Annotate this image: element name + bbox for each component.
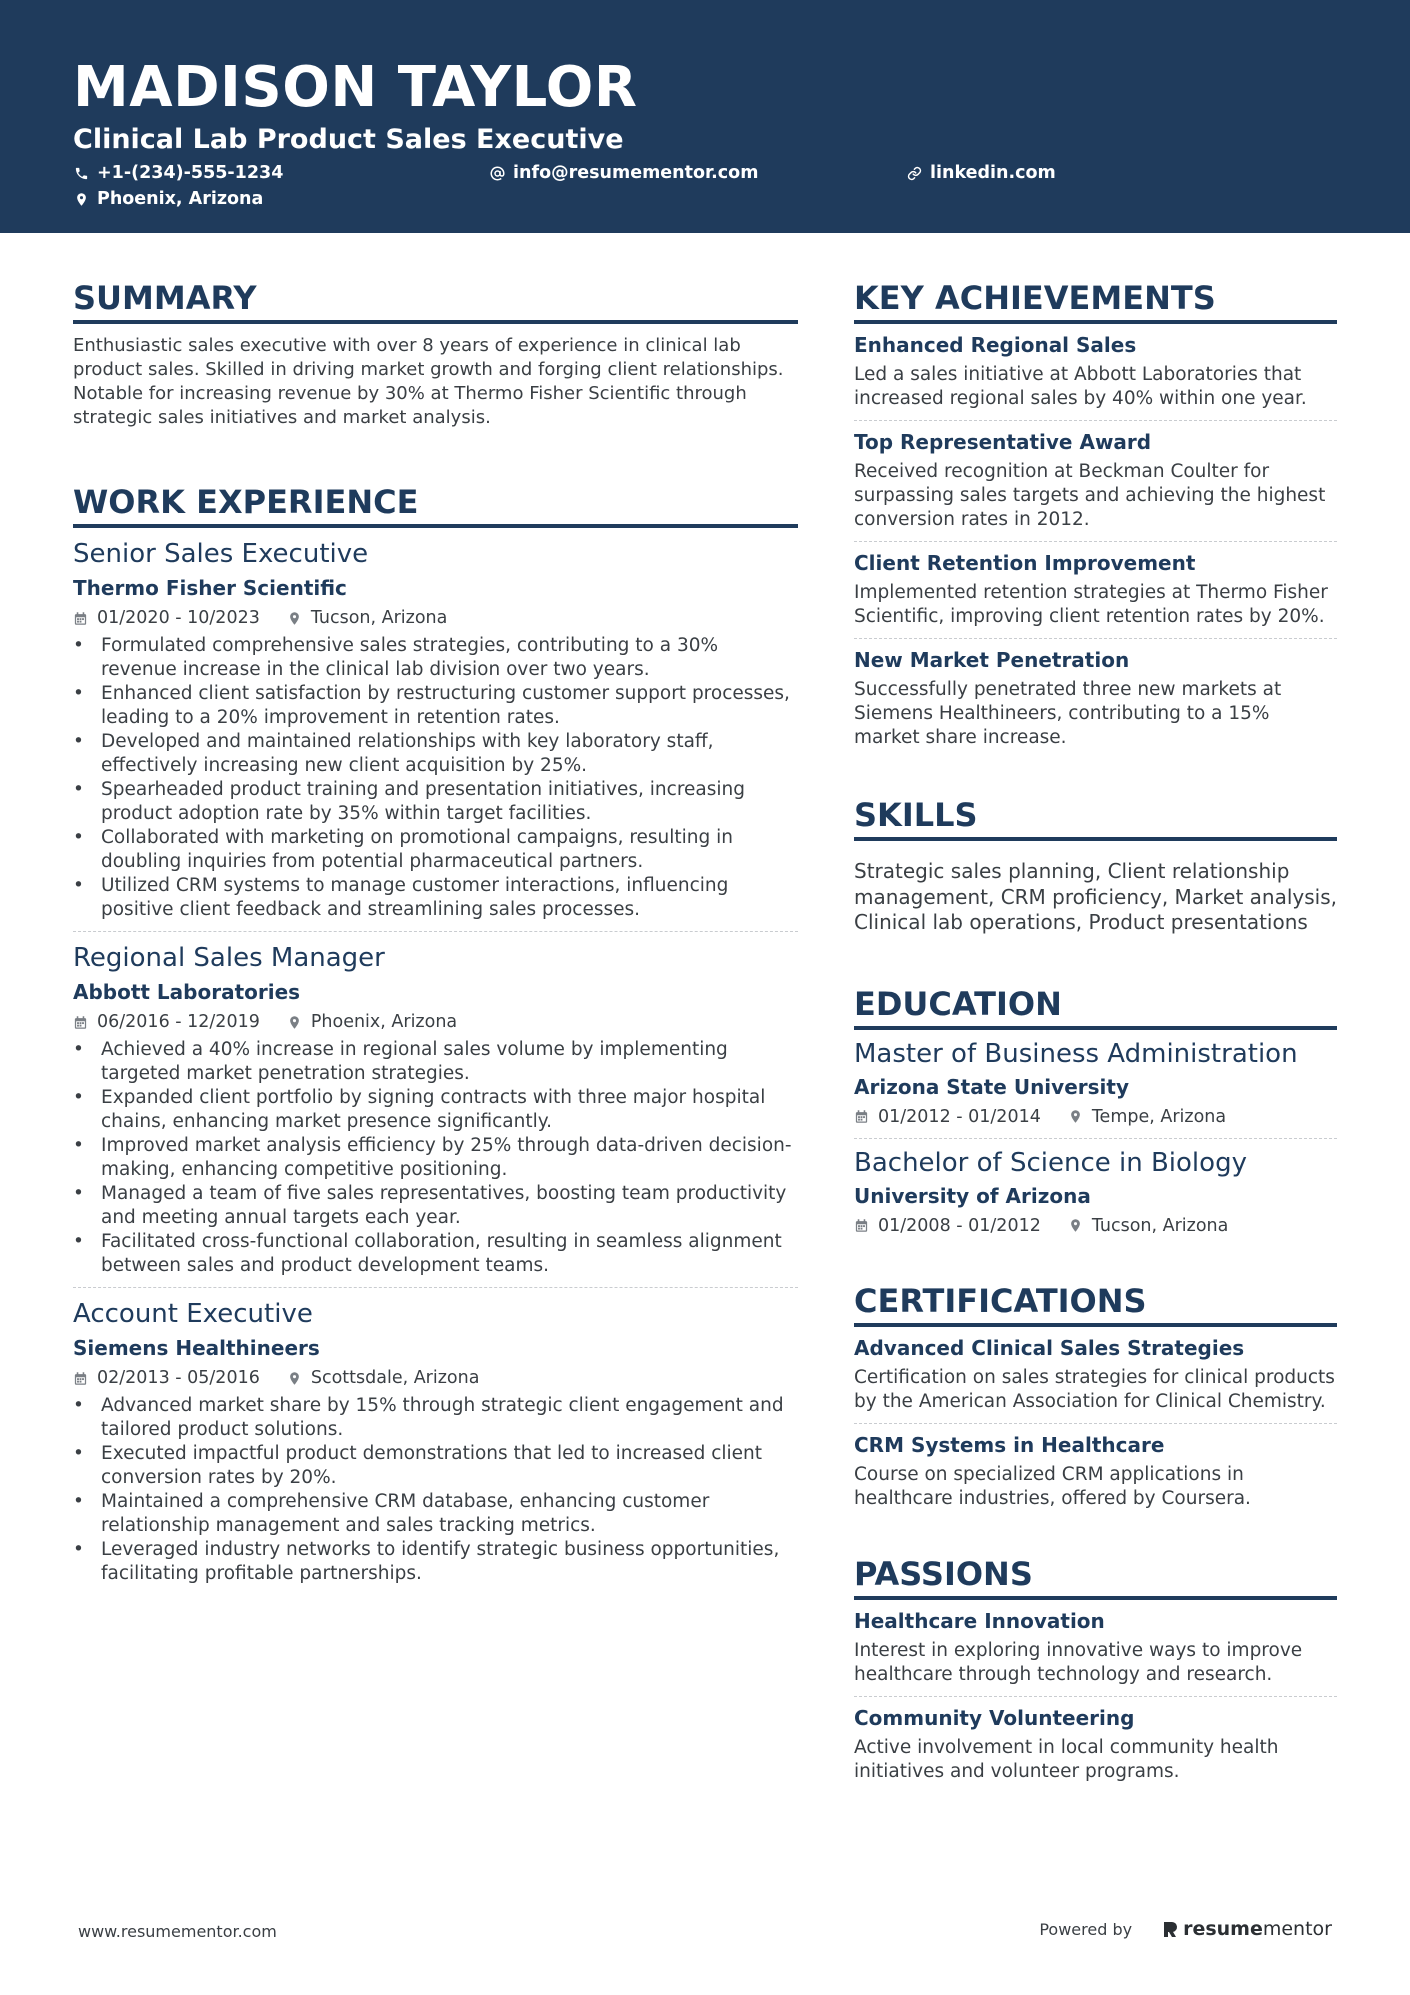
job-bullet: • Managed a team of five sales representatives, boosting team productivity and meeting annual targets each year. — [73, 1182, 798, 1230]
achievements-heading: KEY ACHIEVEMENTS — [854, 278, 1337, 324]
achievement-title: Enhanced Regional Sales — [854, 333, 1137, 357]
link-icon — [907, 166, 922, 181]
summary-heading: SUMMARY — [73, 278, 798, 324]
job-title: Senior Sales Executive — [73, 539, 369, 569]
achievement-item — [854, 421, 1337, 542]
passion-item — [854, 1600, 1337, 1697]
job-title: Account Executive — [73, 1299, 313, 1329]
brand-part1: resume — [1183, 1918, 1263, 1940]
achievement-item — [854, 324, 1337, 421]
education-meta — [854, 1106, 1337, 1128]
job-bullets — [73, 1038, 798, 1278]
footer-branding — [1039, 1918, 1332, 1940]
job-bullet: • Executed impactful product demonstrations that led to increased client conversion rates by 20%. — [73, 1442, 798, 1490]
achievement-item — [854, 639, 1337, 759]
job-bullet: • Developed and maintained relationships with key laboratory staff, effectively increasing new client acquisition by 25%. — [73, 730, 798, 778]
certifications-heading: CERTIFICATIONS — [854, 1281, 1337, 1327]
job-bullet: • Achieved a 40% increase in regional sales volume by implementing targeted market penetration strategies. — [73, 1038, 798, 1086]
calendar-icon — [73, 611, 88, 626]
education-section — [854, 984, 1337, 1247]
calendar-icon — [73, 1371, 88, 1386]
achievements-section — [854, 278, 1337, 759]
job-company: Abbott Laboratories — [73, 980, 301, 1004]
left-column — [73, 278, 798, 1629]
certification-title: Advanced Clinical Sales Strategies — [854, 1335, 1245, 1360]
job-dates-text: 01/2020 - 10/2023 — [97, 608, 260, 628]
job-bullet: • Advanced market share by 15% through strategic client engagement and tailored product solutions. — [73, 1394, 798, 1442]
achievement-desc: Received recognition at Beckman Coulter for surpassing sales targets and achieving the highest conversion rates in 2012. — [854, 461, 1326, 530]
job-entry — [73, 942, 798, 1288]
skills-heading: SKILLS — [854, 795, 1337, 841]
education-location — [1068, 1106, 1226, 1128]
education-dates — [854, 1215, 1041, 1237]
certifications-section — [854, 1281, 1337, 1520]
contact-location — [74, 191, 263, 209]
achievement-title: Client Retention Improvement — [854, 551, 1196, 575]
location-pin-icon — [287, 1015, 302, 1030]
achievement-desc: Implemented retention strategies at Thermo Fisher Scientific, improving client retention rates by 20%. — [854, 582, 1328, 627]
phone-icon — [74, 166, 89, 181]
location-text: Phoenix, Arizona — [97, 189, 264, 209]
achievement-desc: Successfully penetrated three new markets at Siemens Healthineers, contributing to a 15% market share increase. — [854, 679, 1282, 748]
passions-heading: PASSIONS — [854, 1554, 1337, 1600]
passion-desc: Interest in exploring innovative ways to improve healthcare through technology and research. — [854, 1639, 1303, 1685]
calendar-icon — [854, 1218, 869, 1233]
location-pin-icon — [1068, 1109, 1083, 1124]
achievement-item — [854, 542, 1337, 639]
at-sign-icon — [490, 166, 505, 181]
certification-item — [854, 1327, 1337, 1424]
job-entry — [73, 1298, 798, 1595]
education-school: Arizona State University — [854, 1074, 1129, 1099]
calendar-icon — [73, 1015, 88, 1030]
location-pin-icon — [74, 192, 89, 207]
job-meta — [73, 1367, 798, 1389]
footer-website[interactable]: www.resumementor.com — [78, 1922, 277, 1941]
job-dates — [73, 607, 260, 629]
job-company: Thermo Fisher Scientific — [73, 576, 347, 600]
summary-text: Enthusiastic sales executive with over 8 years of experience in clinical lab product sales. Skilled in driving market growth and forging client relationships. Notable for increasing revenue by 30% at Thermo Fisher Scientific through strategic sales initiatives and market analysis. — [73, 335, 784, 428]
job-bullet: • Collaborated with marketing on promotional campaigns, resulting in doubling inquiries from potential pharmaceutical partners. — [73, 826, 798, 874]
certification-desc: Course on specialized CRM applications in healthcare industries, offered by Coursera. — [854, 1463, 1251, 1509]
job-bullet: • Spearheaded product training and presentation initiatives, increasing product adoption rate by 35% within target facilities. — [73, 778, 798, 826]
passion-title: Healthcare Innovation — [854, 1608, 1105, 1633]
job-bullet: • Utilized CRM systems to manage customer interactions, influencing positive client feedback and streamlining sales processes. — [73, 874, 798, 922]
powered-by-label: Powered by — [1039, 1919, 1133, 1939]
passion-desc: Active involvement in local community health initiatives and volunteer programs. — [854, 1736, 1279, 1782]
brand-logo[interactable] — [1162, 1918, 1332, 1940]
job-location-text: Scottsdale, Arizona — [310, 1368, 480, 1388]
certification-title: CRM Systems in Healthcare — [854, 1432, 1165, 1457]
education-dates-text: 01/2008 - 01/2012 — [878, 1215, 1041, 1236]
job-bullets — [73, 634, 798, 922]
experience-heading: WORK EXPERIENCE — [73, 482, 798, 528]
contact-linkedin[interactable] — [907, 165, 1056, 183]
job-bullet: • Leveraged industry networks to identify strategic business opportunities, facilitating profitable partnerships. — [73, 1538, 798, 1586]
job-bullet: • Expanded client portfolio by signing contracts with three major hospital chains, enhancing market presence significantly. — [73, 1086, 798, 1134]
job-location — [287, 607, 448, 629]
contact-email[interactable] — [490, 165, 758, 183]
right-column — [854, 278, 1337, 1827]
skills-text: Strategic sales planning, Client relationship management, CRM proficiency, Market analysis, Clinical lab operations, Product presentations — [854, 859, 1337, 934]
education-heading: EDUCATION — [854, 984, 1337, 1030]
phone-text: +1-(234)-555-1234 — [97, 163, 284, 183]
calendar-icon — [854, 1109, 869, 1124]
passion-title: Community Volunteering — [854, 1705, 1135, 1730]
job-bullet: • Improved market analysis efficiency by 25% through data-driven decision-making, enhancing competitive positioning. — [73, 1134, 798, 1182]
linkedin-text[interactable]: linkedin.com — [930, 163, 1056, 183]
job-dates — [73, 1367, 260, 1389]
education-item — [854, 1139, 1337, 1247]
job-location — [287, 1011, 457, 1033]
education-location-text: Tempe, Arizona — [1091, 1106, 1227, 1127]
job-bullet: • Formulated comprehensive sales strategies, contributing to a 30% revenue increase in the clinical lab division over two years. — [73, 634, 798, 682]
education-item — [854, 1030, 1337, 1139]
education-degree: Master of Business Administration — [854, 1038, 1298, 1069]
job-title: Regional Sales Manager — [73, 943, 385, 973]
education-dates — [854, 1106, 1041, 1128]
job-company: Siemens Healthineers — [73, 1336, 320, 1360]
achievement-title: New Market Penetration — [854, 648, 1130, 672]
job-meta — [73, 607, 798, 629]
email-text[interactable]: info@resumementor.com — [513, 163, 759, 183]
resumementor-logo-icon — [1162, 1920, 1178, 1938]
candidate-name: MADISON TAYLOR — [73, 55, 638, 120]
job-bullets — [73, 1394, 798, 1586]
job-dates-text: 02/2013 - 05/2016 — [97, 1368, 260, 1388]
passion-item — [854, 1697, 1337, 1793]
education-location-text: Tucson, Arizona — [1091, 1215, 1229, 1236]
job-bullet: • Facilitated cross-functional collaboration, resulting in seamless alignment between sales and product development teams. — [73, 1230, 798, 1278]
skills-section — [854, 795, 1337, 936]
resume-header — [0, 0, 1410, 233]
job-bullet: • Enhanced client satisfaction by restructuring customer support processes, leading to a 20% improvement in retention rates. — [73, 682, 798, 730]
education-degree: Bachelor of Science in Biology — [854, 1147, 1247, 1178]
certification-item — [854, 1424, 1337, 1520]
education-school: University of Arizona — [854, 1183, 1091, 1208]
job-location — [287, 1367, 480, 1389]
job-location-text: Tucson, Arizona — [310, 608, 448, 628]
candidate-title: Clinical Lab Product Sales Executive — [73, 124, 624, 155]
education-dates-text: 01/2012 - 01/2014 — [878, 1106, 1041, 1127]
certification-desc: Certification on sales strategies for clinical products by the American Association for Clinical Chemistry. — [854, 1366, 1335, 1412]
job-dates-text: 06/2016 - 12/2019 — [97, 1012, 260, 1032]
job-entry — [73, 538, 798, 932]
achievement-title: Top Representative Award — [854, 430, 1152, 454]
contact-phone — [74, 165, 283, 183]
achievement-desc: Led a sales initiative at Abbott Laboratories that increased regional sales by 40% within one year. — [854, 364, 1307, 409]
education-meta — [854, 1215, 1337, 1237]
brand-part2: mentor — [1262, 1918, 1332, 1940]
location-pin-icon — [1068, 1218, 1083, 1233]
location-pin-icon — [287, 1371, 302, 1386]
experience-section — [73, 482, 798, 1595]
job-bullet: • Maintained a comprehensive CRM database, enhancing customer relationship management and sales tracking metrics. — [73, 1490, 798, 1538]
job-meta — [73, 1011, 798, 1033]
summary-section — [73, 278, 798, 430]
location-pin-icon — [287, 611, 302, 626]
education-location — [1068, 1215, 1229, 1237]
job-location-text: Phoenix, Arizona — [310, 1012, 458, 1032]
job-dates — [73, 1011, 260, 1033]
passions-section — [854, 1554, 1337, 1793]
